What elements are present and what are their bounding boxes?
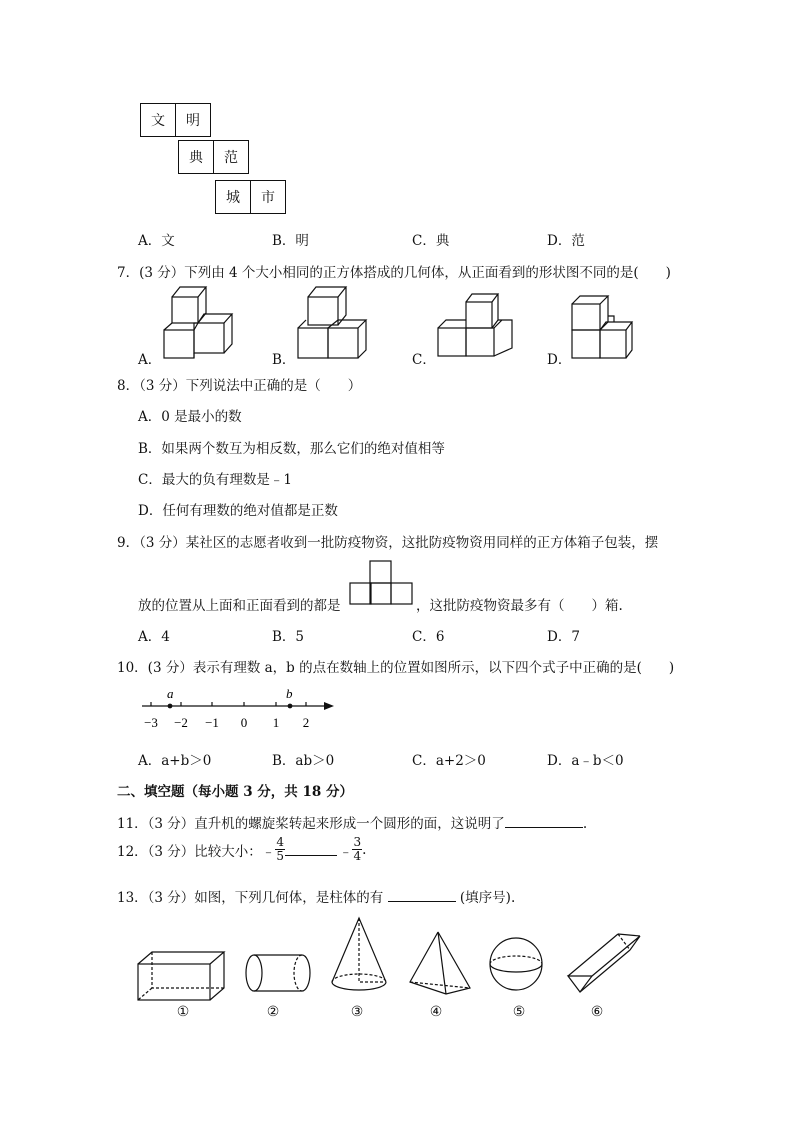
- fraction: $\frac{3}{4}$: [353, 835, 362, 863]
- q12-stem: 12．（3 分）比较大小：﹣ $\frac{4}{5}$ ﹣ $\frac{3}{4}$ .: [117, 835, 367, 863]
- tick-label: 2: [302, 715, 310, 730]
- cone-shape: [328, 916, 390, 996]
- q7-option-c: C．: [412, 352, 436, 368]
- q9-option-c: C．6: [412, 629, 445, 645]
- shape-label: ③: [350, 1004, 364, 1020]
- net-cell: 文: [140, 103, 176, 137]
- net-cell: 市: [250, 180, 286, 214]
- net-cell: 城: [215, 180, 251, 214]
- q7-figure-c: [436, 292, 520, 360]
- sphere-shape: [488, 936, 544, 992]
- prism-shape: [566, 928, 642, 994]
- fraction: $\frac{4}{5}$: [276, 835, 284, 863]
- q10-option-b: B．ab＞0: [272, 753, 335, 769]
- q8-option-d: D．任何有理数的绝对值都是正数: [138, 503, 338, 519]
- pyramid-shape: [408, 930, 472, 996]
- q8-option-a: A．0 是最小的数: [138, 409, 242, 425]
- q10-option-c: C．a+2＞0: [412, 753, 486, 769]
- net-cell: 范: [213, 140, 249, 174]
- q7-figure-d: [570, 290, 642, 360]
- q9-option-b: B．5: [272, 629, 305, 645]
- tick-label: 0: [240, 715, 248, 730]
- shape-label: ⑤: [512, 1004, 526, 1020]
- q6-option-a: A．文: [138, 233, 175, 249]
- q8-option-c: C．最大的负有理数是﹣1: [138, 472, 292, 488]
- q11-stem: 11．（3 分）直升机的螺旋桨转起来形成一个圆形的面，这说明了 .: [117, 816, 588, 832]
- point-a: [168, 704, 173, 709]
- point-b-label: b: [286, 686, 293, 701]
- tick-label: 1: [272, 715, 280, 730]
- q12-answer-blank[interactable]: [285, 855, 337, 856]
- q9-stem-line1: 9．（3 分）某社区的志愿者收到一批防疫物资，这批防疫物资用同样的正方体箱子包装，摆: [117, 535, 659, 551]
- q7-option-a: A．: [138, 352, 162, 368]
- q9-stem-line2-post: ，这批防疫物资最多有（ ）箱.: [416, 598, 623, 614]
- q7-stem: 7．(3 分）下列由 4 个大小相同的正方体搭成的几何体，从正面看到的形状图不同的是( ): [117, 265, 671, 281]
- cuboid-shape: [136, 950, 228, 1002]
- tick-label: −1: [205, 715, 219, 730]
- cylinder-shape: [244, 952, 314, 994]
- q7-figure-a: [158, 284, 242, 360]
- q6-option-d: D．范: [547, 233, 585, 249]
- q8-stem: 8．（3 分）下列说法中正确的是（ ）: [117, 378, 362, 394]
- point-a-label: a: [167, 686, 174, 701]
- shape-label: ④: [429, 1004, 443, 1020]
- q6-option-c: C．典: [412, 233, 450, 249]
- q10-option-d: D．a﹣b＜0: [547, 753, 624, 769]
- q11-answer-blank[interactable]: [505, 827, 583, 828]
- net-cell: 明: [175, 103, 211, 137]
- q10-stem: 10．(3 分）表示有理数 a，b 的点在数轴上的位置如图所示，以下四个式子中正确的是( ): [117, 660, 675, 676]
- q9-option-a: A．4: [138, 629, 170, 645]
- q9-stem-line2-pre: 放的位置从上面和正面看到的都是: [138, 598, 341, 614]
- q9-option-d: D．7: [547, 629, 580, 645]
- shape-label: ②: [266, 1004, 280, 1020]
- number-line: [138, 686, 338, 734]
- q10-option-a: A．a+b＞0: [138, 753, 212, 769]
- shape-label: ①: [176, 1004, 190, 1020]
- point-b: [288, 704, 293, 709]
- q9-view-figure: [349, 560, 415, 606]
- q13-stem: 13．（3 分）如图，下列几何体，是柱体的有 (填序号).: [117, 890, 516, 906]
- tick-label: −3: [144, 715, 158, 730]
- q8-option-b: B．如果两个数互为相反数，那么它们的绝对值相等: [138, 441, 445, 457]
- tick-label: −2: [174, 715, 188, 730]
- axis-arrow: [324, 702, 334, 710]
- q13-answer-blank[interactable]: [388, 901, 456, 902]
- q7-option-b: B．: [272, 352, 296, 368]
- net-cell: 典: [178, 140, 214, 174]
- section-heading: 二、填空题（每小题 3 分，共 18 分）: [117, 784, 353, 800]
- q7-figure-b: [296, 284, 380, 360]
- shape-label: ⑥: [590, 1004, 604, 1020]
- q6-option-b: B．明: [272, 233, 309, 249]
- q7-option-d: D．: [547, 352, 572, 368]
